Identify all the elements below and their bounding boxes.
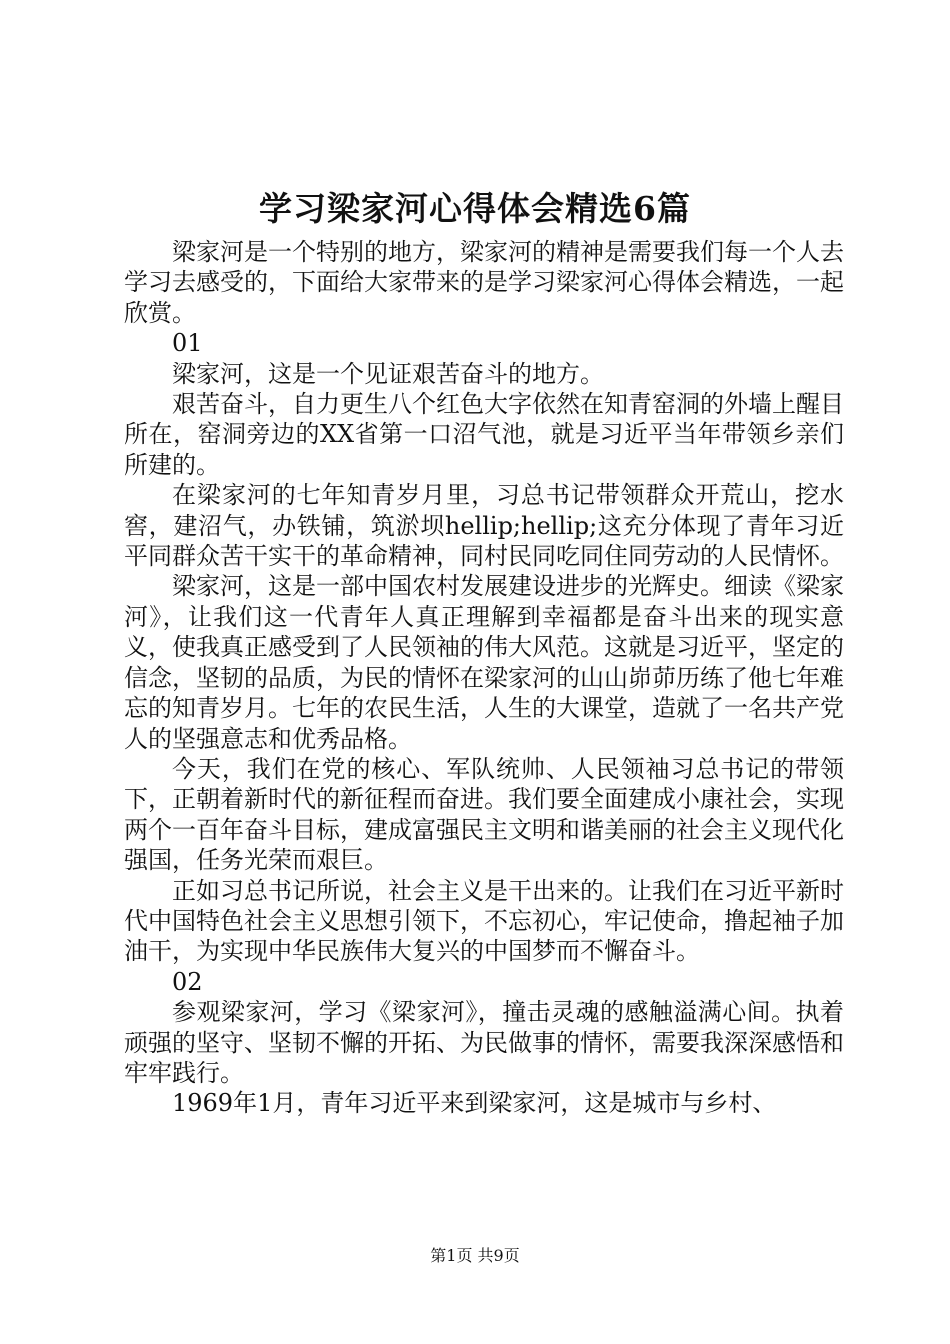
paragraph: 在梁家河的七年知青岁月里，习总书记带领群众开荒山，挖水窖，建沼气，办铁铺，筑淤坝hellip;hellip;这充分体现了青年习近平同群众苦干实干的革命精神，同村民同吃同住同劳动的人民情怀。: [124, 481, 844, 571]
paragraph: 艰苦奋斗，自力更生八个红色大字依然在知青窑洞的外墙上醒目所在，窑洞旁边的XX省第一口沼气池，就是习近平当年带领乡亲们所建的。: [124, 390, 844, 479]
page-number-footer: 第1页 共9页: [430, 1246, 520, 1265]
paragraph: 参观梁家河，学习《梁家河》，撞击灵魂的感触溢满心间。执着顽强的坚守、坚韧不懈的开拓、为民做事的情怀，需要我深深感悟和牢牢践行。: [124, 998, 844, 1087]
section-number-02: 02: [172, 967, 203, 996]
paragraph: 梁家河，这是一个见证艰苦奋斗的地方。: [172, 359, 604, 388]
paragraph: 正如习总书记所说，社会主义是干出来的。让我们在习近平新时代中国特色社会主义思想引领下，不忘初心，牢记使命，撸起袖子加油干，为实现中华民族伟大复兴的中国梦而不懈奋斗。: [124, 876, 844, 966]
document-title: 学习梁家河心得体会精选6篇: [259, 189, 691, 228]
paragraph: 1969年1月，青年习近平来到梁家河，这是城市与乡村、: [172, 1089, 777, 1118]
document-body: [124, 237, 844, 1119]
paragraph: 今天，我们在党的核心、军队统帅、人民领袖习总书记的带领下，正朝着新时代的新征程而奋进。我们要全面建成小康社会，实现两个一百年奋斗目标，建成富强民主文明和谐美丽的社会主义现代化强国，任务光荣而艰巨。: [124, 754, 844, 875]
section-number-01: 01: [172, 329, 203, 358]
paragraph: 梁家河，这是一部中国农村发展建设进步的光辉史。细读《梁家河》，让我们这一代青年人真正理解到幸福都是奋斗出来的现实意义，使我真正感受到了人民领袖的伟大风范。这就是习近平，坚定的信念，坚韧的品质，为民的情怀在梁家河的山山峁茆历练了他七年难忘的知青岁月。七年的农民生活，人生的大课堂，造就了一名共产党人的坚强意志和优秀品格。: [124, 572, 844, 753]
paragraph-intro: 梁家河是一个特别的地方，梁家河的精神是需要我们每一个人去学习去感受的，下面给大家带来的是学习梁家河心得体会精选，一起欣赏。: [124, 238, 844, 327]
